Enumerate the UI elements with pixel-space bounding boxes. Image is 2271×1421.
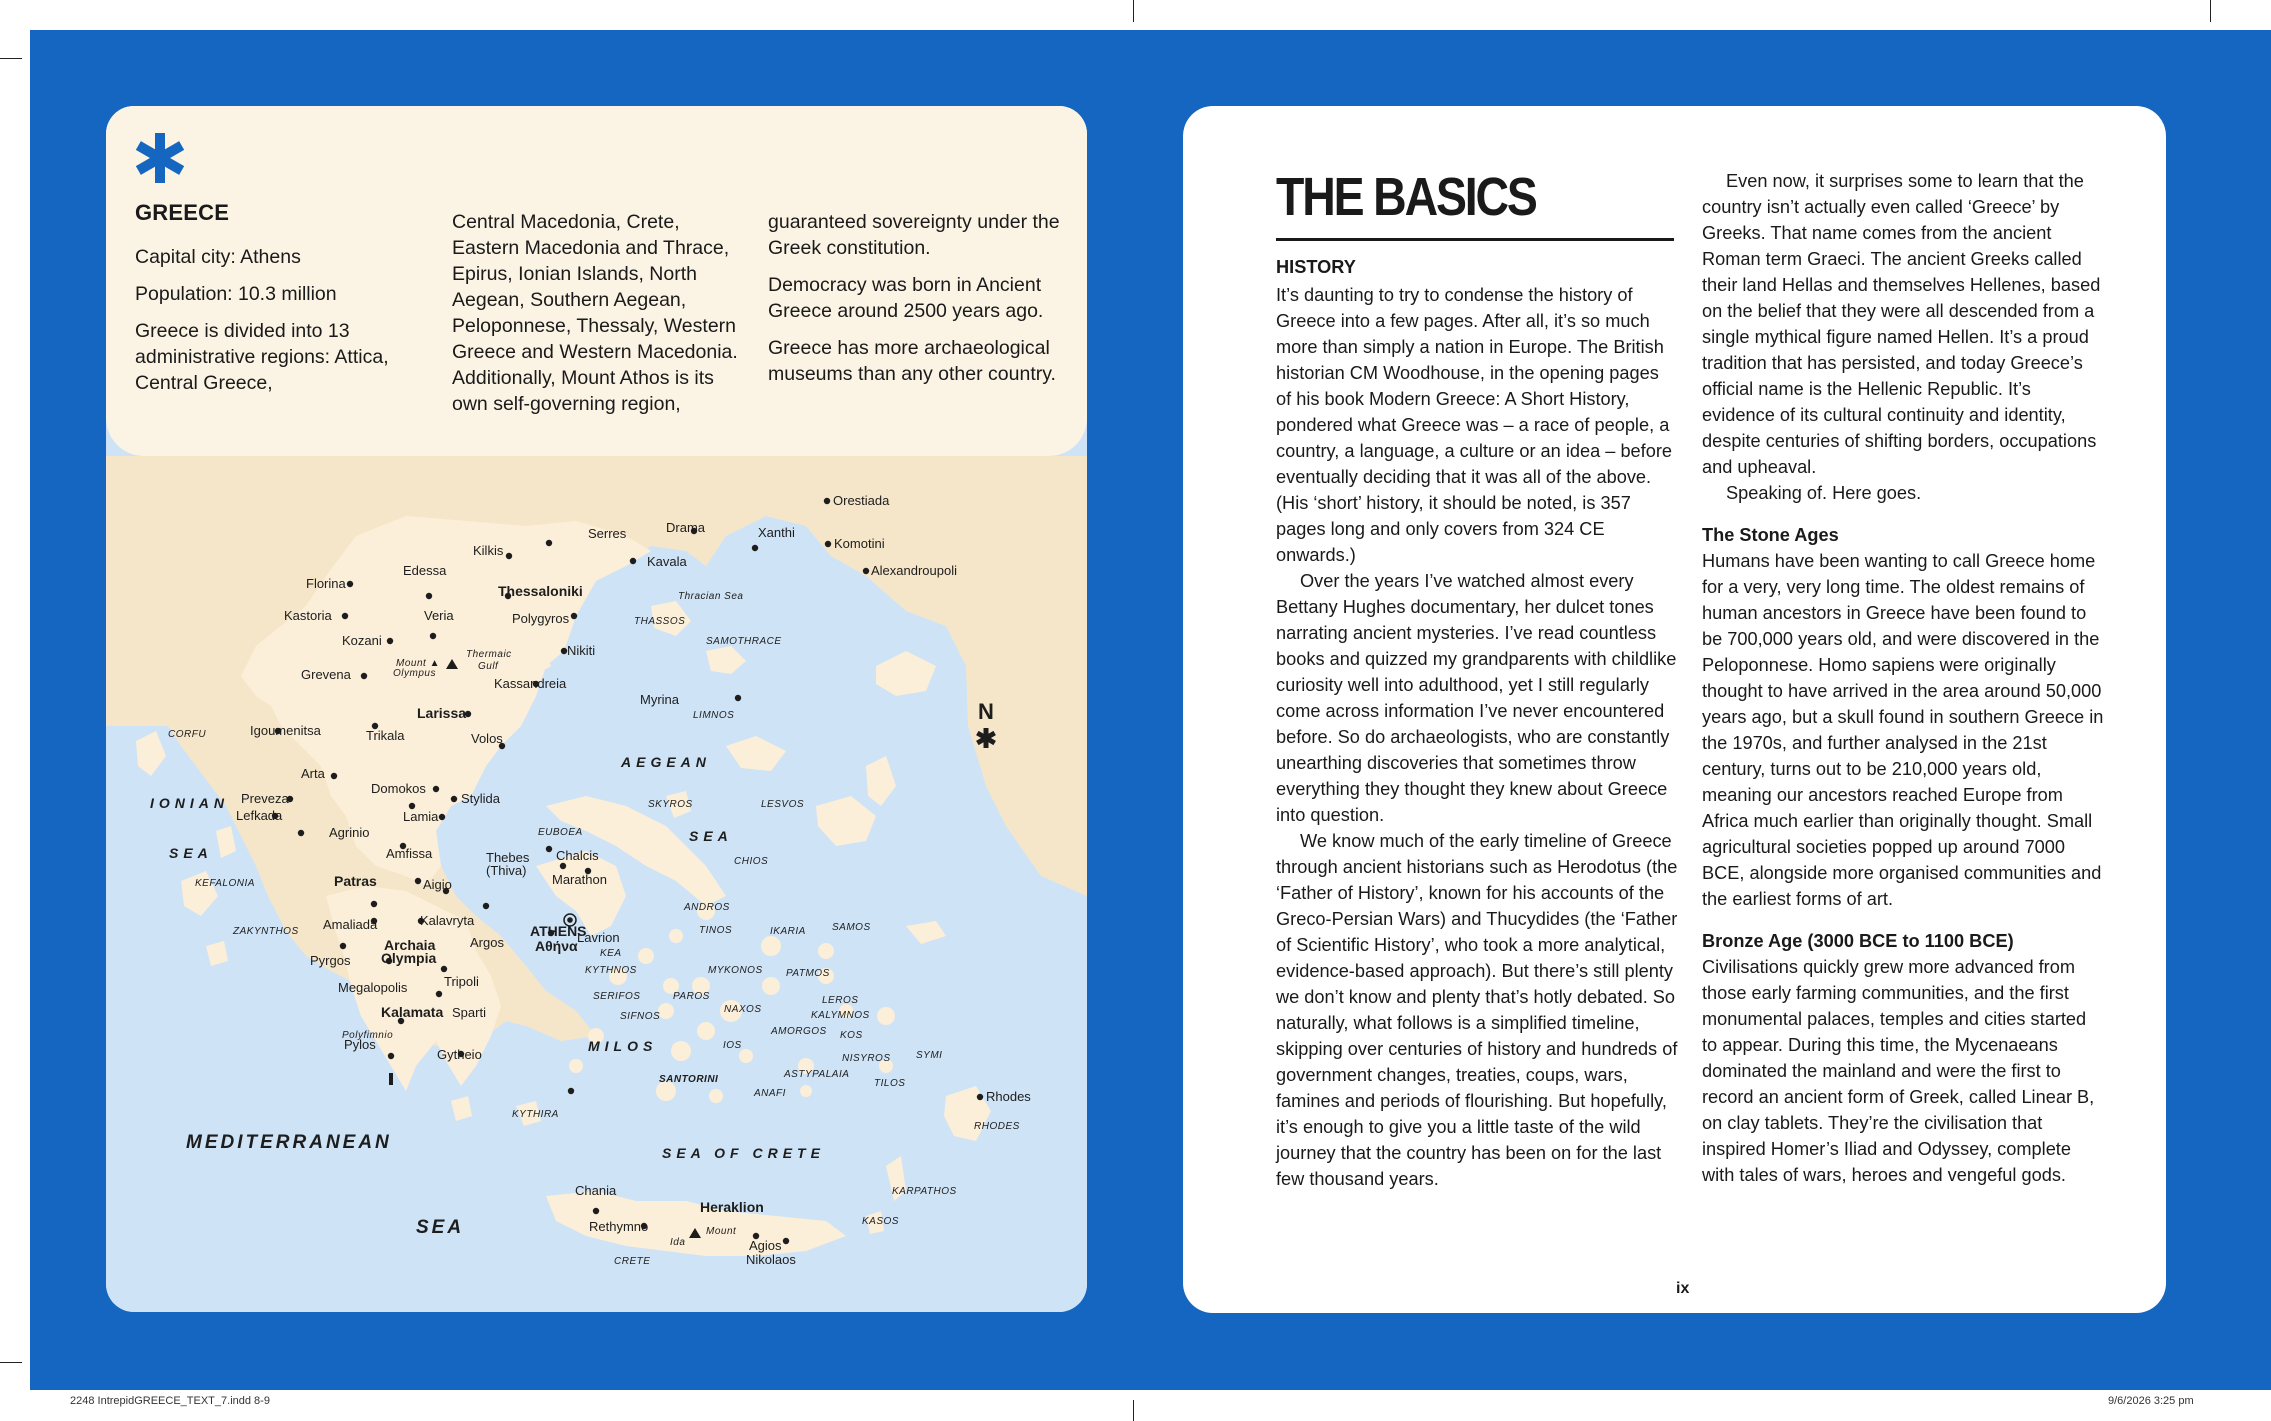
svg-text:ATHENS: ATHENS (530, 923, 587, 939)
svg-text:KALYMNOS: KALYMNOS (811, 1010, 870, 1021)
svg-text:Αθήνα: Αθήνα (535, 938, 578, 954)
facts-column-2 (452, 209, 752, 428)
svg-text:Mount: Mount (706, 1226, 737, 1237)
crop-mark (2210, 0, 2211, 22)
paragraph: Civilisations quickly grew more advanced from those early farming communities, and the first monumental palaces, temples and cities started to appear. During this time, the Mycenaeans dominated the mainland and were the first to record an ancient form of Greek, called Linear B, on clay tablets. They’re the civilisation that inspired Homer’s Iliad and Odyssey, complete with tales of wars, heroes and vengeful gods. (1702, 957, 2095, 1185)
svg-text:LIMNOS: LIMNOS (693, 710, 735, 721)
svg-text:Florina: Florina (306, 576, 346, 591)
svg-text:ASTYPALAIA: ASTYPALAIA (784, 1069, 850, 1080)
svg-text:SAMOS: SAMOS (832, 922, 871, 933)
regions-continued: Central Macedonia, Crete, Eastern Macedonia and Thrace, Epirus, Ionian Islands, North Aegean, Southern Aegean, Peloponnese, Thessaly, Western Greece and Western Macedonia. Additionally, Mount Athos is its own self-governing region, (452, 211, 738, 415)
landmark-icon (389, 1073, 393, 1085)
svg-text:SEA OF CRETE: SEA OF CRETE (662, 1145, 825, 1161)
svg-text:Amfissa: Amfissa (386, 846, 433, 861)
svg-text:Stylida: Stylida (461, 791, 501, 806)
svg-text:Gytheio: Gytheio (437, 1047, 482, 1062)
svg-text:LEROS: LEROS (822, 995, 859, 1006)
svg-text:Marathon: Marathon (552, 872, 607, 887)
athos-fact: guaranteed sovereignty under the Greek constitution. (768, 211, 1060, 259)
svg-text:Tripoli: Tripoli (444, 974, 479, 989)
subheading-bronze-age: Bronze Age (3000 BCE to 1100 BCE) (1702, 931, 2014, 951)
svg-text:KOS: KOS (840, 1030, 863, 1041)
paragraph: It’s daunting to try to condense the history of Greece into a few pages. After all, it’s so much more than simply a nation in Europe. The British historian CM Woodhouse, in the opening pages of his book Modern Greece: A Short History, pondered what Greece was – a race of people, a country, a language, a culture or an idea – before eventually deciding that it was all of the above. (His ‘short’ history, it should be noted, is 357 pages long and only covers from 324 CE onwards.) (1276, 285, 1673, 565)
svg-text:Sparti: Sparti (452, 1005, 486, 1020)
svg-text:Nikiti: Nikiti (567, 643, 596, 658)
svg-text:Mount ▲: Mount ▲ (396, 658, 440, 669)
greece-facts-panel (106, 106, 1087, 456)
svg-text:PATMOS: PATMOS (786, 968, 830, 979)
svg-text:KARPATHOS: KARPATHOS (892, 1186, 957, 1197)
svg-text:Orestiada: Orestiada (833, 493, 890, 508)
svg-text:CORFU: CORFU (168, 729, 207, 740)
svg-text:Kassandreia: Kassandreia (494, 676, 567, 691)
svg-text:Agrinio: Agrinio (329, 825, 370, 840)
svg-text:KEA: KEA (600, 948, 622, 959)
svg-text:Pyrgos: Pyrgos (310, 953, 351, 968)
svg-text:Thessaloniki: Thessaloniki (498, 583, 583, 599)
svg-text:Veria: Veria (424, 608, 454, 623)
svg-text:SANTORINI: SANTORINI (659, 1074, 719, 1085)
svg-text:RHODES: RHODES (974, 1121, 1020, 1132)
svg-text:Agios: Agios (749, 1238, 782, 1253)
svg-text:KYTHIRA: KYTHIRA (512, 1109, 559, 1120)
svg-text:Patras: Patras (334, 873, 377, 889)
svg-text:Megalopolis: Megalopolis (338, 980, 408, 995)
left-page-card (106, 106, 1087, 1312)
svg-text:LESVOS: LESVOS (761, 799, 805, 810)
svg-text:Komotini: Komotini (834, 536, 885, 551)
paragraph: Over the years I’ve watched almost every Bettany Hughes documentary, her dulcet tones narrating ancient mysteries. I’ve read countless books and quizzed my grandparents with childlike curiosity well into adulthood, yet I still regularly come across information I’ve never encountered before. So do archaeologists, who are constantly unearthing discoveries that sometimes throw everything they thought they knew about Greece into question. (1276, 571, 1677, 825)
svg-text:MILOS: MILOS (588, 1038, 658, 1054)
facts-column-1 (135, 200, 395, 407)
svg-text:MEDITERRANEAN: MEDITERRANEAN (186, 1132, 392, 1153)
text-column-1 (1276, 254, 1678, 1192)
page-number: ix (1676, 1280, 1690, 1297)
page-title: THE BASICS (1276, 167, 1536, 227)
svg-text:Thermaic: Thermaic (466, 649, 512, 660)
svg-text:Heraklion: Heraklion (700, 1199, 764, 1215)
svg-text:Drama: Drama (666, 520, 706, 535)
footer-file-slug: 2248 IntrepidGREECE_TEXT_7.indd 8-9 (70, 1395, 270, 1407)
svg-text:Nikolaos: Nikolaos (746, 1252, 796, 1267)
svg-text:SEA: SEA (689, 828, 733, 844)
regions-fact: Greece is divided into 13 administrative regions: Attica, Central Greece, (135, 320, 389, 394)
crop-mark (0, 1362, 22, 1363)
svg-text:Ida: Ida (670, 1237, 686, 1248)
compass-north-label: N (978, 699, 994, 724)
svg-text:Thracian Sea: Thracian Sea (678, 591, 744, 602)
svg-text:Myrina: Myrina (640, 692, 680, 707)
svg-text:Rethymno: Rethymno (589, 1219, 649, 1234)
svg-text:Serres: Serres (588, 526, 627, 541)
population-fact: Population: 10.3 million (135, 283, 337, 305)
svg-text:(Thiva): (Thiva) (486, 863, 527, 878)
svg-text:Kavala: Kavala (647, 554, 687, 569)
svg-text:SAMOTHRACE: SAMOTHRACE (706, 636, 782, 647)
svg-text:Larissa: Larissa (417, 705, 467, 721)
paragraph: Even now, it surprises some to learn that the country isn’t actually even called ‘Greece’ by Greeks. That name comes from the ancient Roman term Graeci. The ancient Greeks called their land Hellas and themselves Hellenes, based on the belief that they were all descended from a single mythical figure named Hellen. It’s a proud tradition that has persisted, and today Greece’s official name is the Hellenic Republic. It’s evidence of its cultural continuity and identity, despite centuries of shifting borders, occupations and upheaval. (1702, 171, 2101, 477)
svg-text:Olympus: Olympus (393, 668, 436, 679)
svg-text:ANDROS: ANDROS (684, 902, 730, 913)
svg-text:NAXOS: NAXOS (724, 1004, 762, 1015)
section-heading: HISTORY (1276, 257, 1356, 277)
svg-text:Kozani: Kozani (342, 633, 382, 648)
svg-text:ANAFI: ANAFI (754, 1088, 786, 1099)
svg-text:Kastoria: Kastoria (284, 608, 332, 623)
facts-title: GREECE (135, 200, 230, 225)
svg-text:Rhodes: Rhodes (986, 1089, 1031, 1104)
museums-fact: Greece has more archaeological museums than any other country. (768, 337, 1056, 385)
svg-text:SIFNOS: SIFNOS (620, 1011, 661, 1022)
paragraph: Humans have been wanting to call Greece home for a very, very long time. The oldest remains of human ancestors in Greece have been found to be 700,000 years old, and were discovered in the Peloponnese. Homo sapiens were originally thought to have arrived in the area around 50,000 years ago, but a skull found in southern Greece in the 1970s, and further analysed in the 21st century, turns out to be 210,000 years old, meaning our ancestors reached Europe from Africa much earlier than originally thought. Small agricultural societies popped up around 7000 BCE, alongside more organised communities and the earliest forms of art. (1702, 551, 2104, 909)
svg-text:PAROS: PAROS (673, 991, 710, 1002)
svg-text:Chalcis: Chalcis (556, 848, 599, 863)
svg-text:SKYROS: SKYROS (648, 799, 693, 810)
svg-text:Domokos: Domokos (371, 781, 426, 796)
svg-text:KEFALONIA: KEFALONIA (195, 878, 255, 889)
svg-text:Edessa: Edessa (403, 563, 447, 578)
svg-text:IONIAN: IONIAN (150, 795, 229, 811)
asterisk-icon (134, 132, 186, 184)
svg-text:SEA: SEA (169, 845, 213, 861)
svg-text:Thebes: Thebes (486, 850, 530, 865)
title-divider (1276, 238, 1674, 241)
svg-text:AMORGOS: AMORGOS (771, 1026, 827, 1037)
svg-text:THASSOS: THASSOS (634, 616, 686, 627)
footer-timestamp: 9/6/2026 3:25 pm (2108, 1395, 2194, 1407)
svg-text:Preveza: Preveza (241, 791, 289, 806)
svg-text:Lavrion: Lavrion (577, 930, 620, 945)
svg-text:CRETE: CRETE (614, 1256, 651, 1267)
svg-text:Igoumenitsa: Igoumenitsa (250, 723, 321, 738)
svg-text:IKARIA: IKARIA (770, 926, 806, 937)
facts-column-3 (768, 209, 1068, 398)
svg-text:Aigio: Aigio (423, 877, 452, 892)
capital-fact: Capital city: Athens (135, 246, 301, 268)
svg-text:Xanthi: Xanthi (758, 525, 795, 540)
svg-text:KYTHNOS: KYTHNOS (585, 965, 637, 976)
svg-text:Argos: Argos (470, 935, 504, 950)
paragraph: We know much of the early timeline of Greece through ancient historians such as Herodotus (the ‘Father of History’, known for his accounts of the Greco-Persian Wars) and Thucydides (the ‘Father of Scientific History’, who took a more analytical, evidence-based approach). But there’s still plenty we don’t know and plenty that’s hotly debated. So naturally, what follows is a simplified timeline, skipping over centuries of history and hundreds of government changes, treaties, coups, wars, famines and periods of flourishing. But hopefully, it’s enough to give you a little taste of the wild journey that the country has been on for the last few thousand years. (1276, 831, 1678, 1189)
svg-text:Kalamata: Kalamata (381, 1004, 444, 1020)
svg-text:SERIFOS: SERIFOS (593, 991, 641, 1002)
svg-text:Kilkis: Kilkis (473, 543, 504, 558)
text-column-2 (1702, 168, 2104, 1188)
svg-text:Polyfimnio: Polyfimnio (342, 1030, 394, 1041)
svg-text:Olympia: Olympia (381, 950, 437, 966)
svg-text:Trikala: Trikala (366, 728, 405, 743)
svg-text:Chania: Chania (575, 1183, 617, 1198)
democracy-fact: Democracy was born in Ancient Greece around 2500 years ago. (768, 274, 1044, 322)
svg-text:CHIOS: CHIOS (734, 856, 769, 867)
svg-text:Kalavryta: Kalavryta (420, 913, 475, 928)
svg-text:KASOS: KASOS (862, 1216, 899, 1227)
svg-text:AEGEAN: AEGEAN (621, 754, 711, 770)
svg-text:Archaia: Archaia (384, 937, 436, 953)
svg-text:EUBOEA: EUBOEA (538, 827, 583, 838)
svg-text:SYMI: SYMI (916, 1050, 943, 1061)
svg-text:Polygyros: Polygyros (512, 611, 570, 626)
svg-text:SEA: SEA (416, 1217, 465, 1238)
crop-mark (0, 58, 22, 59)
svg-text:Pylos: Pylos (344, 1037, 376, 1052)
crop-mark (1133, 0, 1134, 22)
subheading-stone-ages: The Stone Ages (1702, 525, 1839, 545)
svg-text:ZAKYNTHOS: ZAKYNTHOS (233, 926, 299, 937)
svg-text:Alexandroupoli: Alexandroupoli (871, 563, 958, 578)
svg-text:Grevena: Grevena (301, 667, 351, 682)
svg-text:NISYROS: NISYROS (842, 1053, 891, 1064)
svg-text:IOS: IOS (723, 1040, 742, 1051)
svg-text:Amaliada: Amaliada (323, 917, 378, 932)
svg-text:Volos: Volos (471, 731, 503, 746)
svg-text:Gulf: Gulf (478, 661, 499, 672)
svg-text:Lefkada: Lefkada (236, 808, 283, 823)
right-page-card (1183, 106, 2166, 1313)
paragraph: Speaking of. Here goes. (1726, 483, 1922, 503)
svg-text:Arta: Arta (301, 766, 325, 781)
svg-text:TINOS: TINOS (699, 925, 733, 936)
crop-mark (1133, 1400, 1134, 1421)
svg-text:Lamia: Lamia (403, 809, 439, 824)
svg-text:MYKONOS: MYKONOS (708, 965, 763, 976)
svg-text:TILOS: TILOS (874, 1078, 906, 1089)
